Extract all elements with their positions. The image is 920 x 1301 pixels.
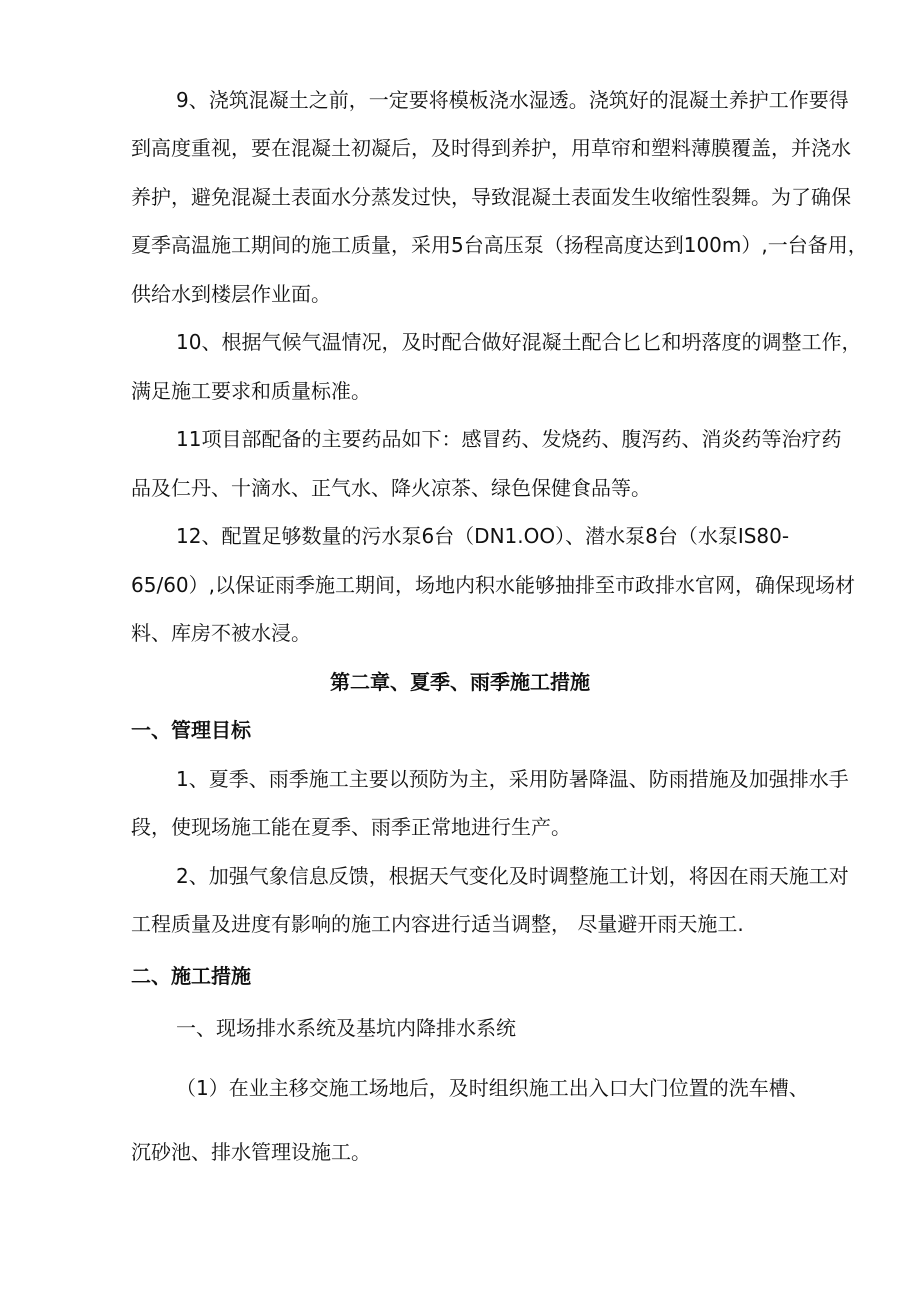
p12-line-2: 65/60）,以保证雨季施工期间，场地内积水能够抽排至市政排水官网，确保现场材 — [131, 573, 855, 597]
s1-item2-line-1: 2、加强气象信息反馈，根据天气变化及时调整施工计划，将因在雨天施工对 — [176, 864, 849, 888]
p10-line-2: 满足施工要求和质量标准。 — [131, 379, 371, 403]
p12-line-3: 料、库房不被水浸。 — [131, 621, 311, 645]
p11-line-1: 11项目部配备的主要药品如下：感冒药、发烧药、腹泻药、消炎药等治疗药 — [176, 427, 842, 451]
chapter-title: 第二章、夏季、雨季施工措施 — [330, 670, 590, 694]
section-2-title: 二、施工措施 — [131, 964, 251, 988]
p9-line-4: 夏季高温施工期间的施工质量，采用5台高压泵（扬程高度达到100m）,一台备用， — [131, 233, 868, 257]
p11-line-2: 品及仁丹、十滴水、正气水、降火凉茶、绿色保健食品等。 — [131, 476, 651, 500]
s1-item2-line-2: 工程质量及进度有影响的施工内容进行适当调整， 尽量避开雨天施工. — [131, 912, 744, 936]
p10-line-1: 10、根据气候气温情况，及时配合做好混凝土配合匕匕和坍落度的调整工作， — [176, 330, 862, 354]
p9-line-2: 到高度重视，要在混凝土初凝后，及时得到养护，用草帘和塑料薄膜覆盖，并浇水 — [131, 136, 851, 160]
s1-item1-line-1: 1、夏季、雨季施工主要以预防为主，采用防暑降温、防雨措施及加强排水手 — [176, 767, 849, 791]
s2-item1-line-1: （1）在业主移交施工场地后，及时组织施工出入口大门位置的洗车槽、 — [176, 1076, 809, 1100]
section-1-title: 一、管理目标 — [131, 718, 251, 742]
p9-line-3: 养护，避免混凝土表面水分蒸发过快，导致混凝土表面发生收缩性裂舞。为了确保 — [131, 185, 851, 209]
p9-line-5: 供给水到楼层作业面。 — [131, 282, 331, 306]
s2-item1-line-2: 沉砂池、排水管理设施工。 — [131, 1140, 371, 1164]
s1-item1-line-2: 段，使现场施工能在夏季、雨季正常地进行生产。 — [131, 815, 571, 839]
p12-line-1: 12、配置足够数量的污水泵6台（DN1.OO）、潜水泵8台（水泵IS80- — [176, 524, 790, 548]
p9-line-1: 9、浇筑混凝土之前，一定要将模板浇水湿透。浇筑好的混凝土养护工作要得 — [176, 88, 849, 112]
s2-sub1: 一、现场排水系统及基坑内降排水系统 — [176, 1016, 516, 1040]
